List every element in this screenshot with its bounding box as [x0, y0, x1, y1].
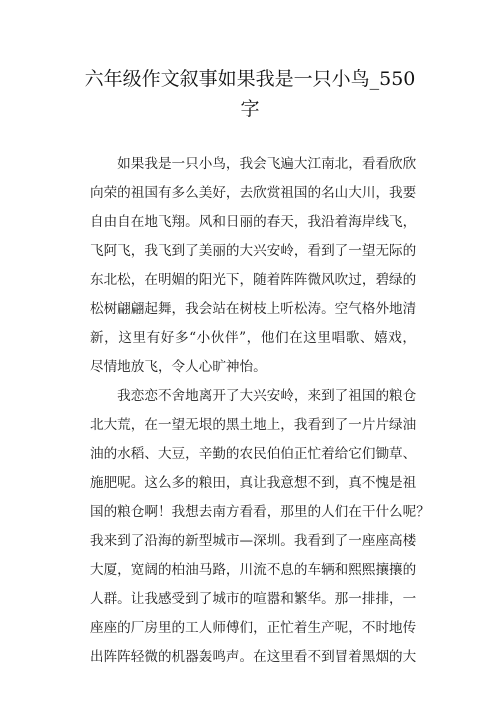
paragraph-2-line: 北大荒，在一望无垠的黑土地上，我看到了一片片绿油	[90, 417, 417, 433]
title-line-1: 六年级作文叙事如果我是一只小鸟_550	[84, 68, 416, 90]
paragraph-2-line: 大厦，宽阔的柏油马路，川流不息的车辆和熙熙攘攘的	[90, 562, 417, 578]
paragraph-2-line: 我恋恋不舍地离开了大兴安岭，来到了祖国的粮仓	[90, 388, 417, 404]
document-title	[60, 64, 440, 124]
paragraph-1-line: 新，这里有好多“小伙伴”，他们在这里唱歌、嬉戏，	[90, 330, 416, 346]
paragraph-2-line: 出阵阵轻微的机器轰鸣声。在这里看不到冒着黑烟的大	[90, 649, 417, 665]
paragraph-1-line: 松树翩翩起舞，我会站在树枝上听松涛。空气格外地清	[90, 301, 417, 317]
paragraph-1-line: 尽情地放飞，令人心旷神怡。	[90, 359, 267, 375]
paragraph-2-line: 人群。让我感受到了城市的喧嚣和繁华。那一排排，一	[90, 591, 417, 607]
paragraph-1-line: 自由自在地飞翔。风和日丽的春天，我沿着海岸线飞，	[90, 214, 417, 230]
paragraph-2-line: 施肥呢。这么多的粮田，真让我意想不到，真不愧是祖	[90, 475, 417, 491]
paragraph-2-line: 国的粮仓啊！我想去南方看看，那里的人们在干什么呢？	[90, 504, 430, 520]
paragraph-2-line: 座座的厂房里的工人师傅们，正忙着生产呢，不时地传	[90, 620, 417, 636]
paragraph-2-line: 油的水稻、大豆，辛勤的农民伯伯正忙着给它们锄草、	[90, 446, 417, 462]
title-line-2: 字	[240, 98, 260, 120]
paragraph-1-line: 如果我是一只小鸟，我会飞遍大江南北，看看欣欣	[90, 156, 417, 172]
paragraph-1-line: 东北松，在明媚的阳光下，随着阵阵微风吹过，碧绿的	[90, 272, 417, 288]
document-body	[90, 150, 430, 672]
paragraph-1-line: 向荣的祖国有多么美好，去欣赏祖国的名山大川，我要	[90, 185, 417, 201]
paragraph-1-line: 飞阿飞，我飞到了美丽的大兴安岭，看到了一望无际的	[90, 243, 417, 259]
paragraph-2-line: 我来到了沿海的新型城市—深圳。我看到了一座座高楼	[90, 533, 417, 549]
